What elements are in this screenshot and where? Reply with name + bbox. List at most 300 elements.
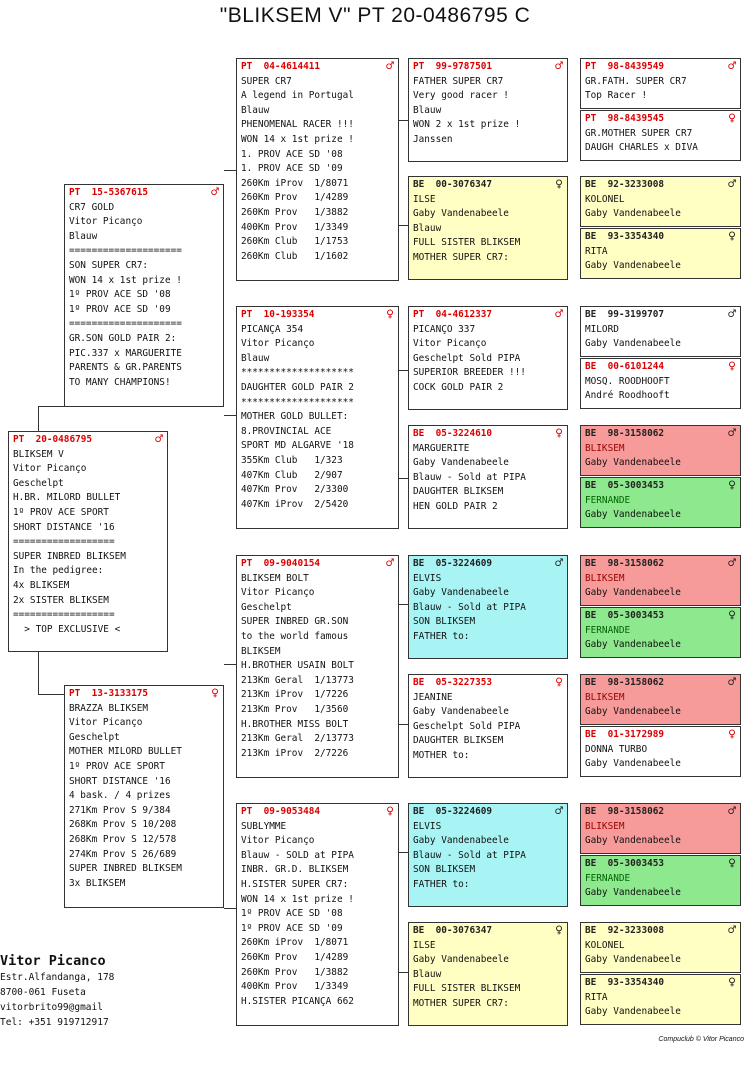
card-line: MILORD bbox=[585, 323, 619, 335]
male-symbol-icon: ♂ bbox=[728, 675, 736, 690]
card-line: FATHER to: bbox=[413, 630, 470, 642]
card-line: Vitor Picanço bbox=[69, 216, 143, 228]
card-line: 268Km Prov S 10/208 bbox=[69, 819, 177, 831]
card-line: 213Km Geral 1/13773 bbox=[241, 674, 354, 686]
card-header bbox=[413, 676, 563, 691]
card-header bbox=[585, 609, 736, 624]
page-title: "BLIKSEM V" PT 20-0486795 C bbox=[219, 4, 531, 27]
ring-number: PT 98-8439545 bbox=[585, 113, 665, 124]
card-line: Janssen bbox=[413, 133, 453, 145]
ring-number: BE 00-3076347 bbox=[413, 179, 493, 190]
card-line: DAUGH CHARLES x DIVA bbox=[585, 142, 698, 154]
card-line: WON 14 x 1st prize ! bbox=[241, 893, 354, 905]
card-line: BLIKSEM bbox=[585, 691, 625, 703]
card-line: PICANÇO 337 bbox=[413, 323, 476, 335]
ring-number: BE 98-3158062 bbox=[585, 428, 665, 439]
card-line: Gaby Vandenabeele bbox=[585, 587, 681, 599]
card-header bbox=[585, 805, 736, 820]
female-symbol-icon: ♀ bbox=[386, 804, 394, 819]
card-line: Gaby Vandenabeele bbox=[585, 208, 681, 220]
pedigree-card bbox=[236, 555, 399, 778]
male-symbol-icon: ♂ bbox=[728, 177, 736, 192]
card-line: FATHER SUPER CR7 bbox=[413, 75, 504, 87]
ring-number: BE 93-3354340 bbox=[585, 231, 665, 242]
card-line: 260Km Prov 1/4289 bbox=[241, 951, 349, 963]
connector-line bbox=[224, 908, 236, 909]
card-line: 260Km Prov 1/3882 bbox=[241, 966, 349, 978]
card-line: BLIKSEM V bbox=[13, 448, 64, 460]
card-header bbox=[585, 976, 736, 991]
male-symbol-icon: ♂ bbox=[155, 432, 163, 447]
card-line: 213Km iProv 2/7226 bbox=[241, 747, 349, 759]
card-header bbox=[413, 924, 563, 939]
card-line: ILSE bbox=[413, 939, 436, 951]
card-line: WON 14 x 1st prize ! bbox=[241, 133, 354, 145]
pedigree-card bbox=[580, 58, 741, 109]
card-line: Blauw bbox=[413, 104, 442, 116]
card-header bbox=[585, 308, 736, 323]
pedigree-card bbox=[580, 607, 741, 658]
card-line: MOTHER GOLD BULLET: bbox=[241, 411, 349, 423]
female-symbol-icon: ♀ bbox=[555, 426, 563, 441]
card-line: Gaby Vandenabeele bbox=[585, 835, 681, 847]
card-header bbox=[585, 676, 736, 691]
card-line: BLIKSEM BOLT bbox=[241, 572, 309, 584]
card-line: Gaby Vandenabeele bbox=[585, 639, 681, 651]
card-line: WON 2 x 1st prize ! bbox=[413, 119, 521, 131]
ring-number: BE 00-6101244 bbox=[585, 361, 665, 372]
pedigree-card bbox=[580, 555, 741, 606]
card-line: FATHER to: bbox=[413, 878, 470, 890]
card-line: In the pedigree: bbox=[13, 565, 104, 577]
female-symbol-icon: ♀ bbox=[728, 229, 736, 244]
card-line: 213Km Geral 2/13773 bbox=[241, 733, 354, 745]
male-symbol-icon: ♂ bbox=[555, 804, 563, 819]
female-symbol-icon: ♀ bbox=[728, 111, 736, 126]
ring-number: PT 15-5367615 bbox=[69, 187, 149, 198]
card-line: BLIKSEM bbox=[585, 820, 625, 832]
card-line: PIC.337 x MARGUERITE bbox=[69, 347, 182, 359]
card-line: Vitor Picanço bbox=[241, 587, 315, 599]
card-header bbox=[585, 230, 736, 245]
breeder-city: 8700-061 Fuseta bbox=[0, 987, 86, 998]
pedigree-card bbox=[64, 184, 224, 407]
female-symbol-icon: ♀ bbox=[728, 359, 736, 374]
card-line: SON BLIKSEM bbox=[413, 864, 476, 876]
pedigree-card bbox=[408, 555, 568, 659]
pedigree-card bbox=[236, 58, 399, 281]
card-line: Blauw bbox=[241, 104, 270, 116]
card-line: Blauw bbox=[241, 352, 270, 364]
card-line: SUPER INBRED BLIKSEM bbox=[69, 863, 182, 875]
card-header bbox=[241, 557, 394, 572]
card-line: Vitor Picanço bbox=[241, 835, 315, 847]
card-line: 407Km Prov 2/3300 bbox=[241, 484, 349, 496]
card-line: 260Km Club 1/1753 bbox=[241, 236, 349, 248]
card-line: PICANÇA 354 bbox=[241, 323, 304, 335]
ring-number: BE 05-3224609 bbox=[413, 558, 493, 569]
card-header bbox=[413, 427, 563, 442]
copyright-note: Compuclub © Vitor Picanco bbox=[658, 1036, 744, 1043]
card-line: André Roodhooft bbox=[585, 390, 670, 402]
card-line: FULL SISTER BLIKSEM bbox=[413, 983, 521, 995]
card-line: ******************** bbox=[241, 396, 354, 408]
card-line: Gaby Vandenabeele bbox=[413, 835, 509, 847]
ring-number: BE 05-3003453 bbox=[585, 480, 665, 491]
card-line: A legend in Portugal bbox=[241, 90, 354, 102]
card-line: ******************** bbox=[241, 367, 354, 379]
card-line: HEN GOLD PAIR 2 bbox=[413, 500, 498, 512]
pedigree-card bbox=[580, 425, 741, 476]
ring-number: PT 20-0486795 bbox=[13, 434, 93, 445]
card-line: Blauw - Sold at PIPA bbox=[413, 849, 526, 861]
card-line: Geschelpt bbox=[241, 601, 292, 613]
female-symbol-icon: ♀ bbox=[555, 923, 563, 938]
card-line: SUPER INBRED GR.SON bbox=[241, 616, 349, 628]
card-line: H.SISTER PICANÇA 662 bbox=[241, 995, 354, 1007]
pedigree-card bbox=[580, 726, 741, 777]
female-symbol-icon: ♀ bbox=[728, 975, 736, 990]
card-line: Gaby Vandenabeele bbox=[585, 954, 681, 966]
card-line: Gaby Vandenabeele bbox=[413, 587, 509, 599]
ring-number: BE 98-3158062 bbox=[585, 558, 665, 569]
card-line: 260Km iProv 1/8071 bbox=[241, 177, 349, 189]
card-line: Blauw bbox=[69, 230, 98, 242]
breeder-phone: Tel: +351 919712917 bbox=[0, 1017, 109, 1028]
card-line: 1. PROV ACE SD '08 bbox=[241, 148, 343, 160]
ring-number: PT 04-4612337 bbox=[413, 309, 493, 320]
pedigree-card bbox=[408, 922, 568, 1026]
card-line: 1º PROV ACE SD '08 bbox=[241, 908, 343, 920]
card-line: GR.MOTHER SUPER CR7 bbox=[585, 127, 693, 139]
card-line: SUBLYMME bbox=[241, 820, 287, 832]
card-line: 260Km iProv 1/8071 bbox=[241, 937, 349, 949]
card-line: 4 bask. / 4 prizes bbox=[69, 790, 171, 802]
card-line: ==================== bbox=[69, 318, 182, 330]
pedigree-card bbox=[236, 306, 399, 529]
card-header bbox=[585, 728, 736, 743]
card-header bbox=[413, 178, 563, 193]
card-line: MOTHER MILORD BULLET bbox=[69, 746, 182, 758]
card-line: BLIKSEM bbox=[585, 442, 625, 454]
card-header bbox=[241, 60, 394, 75]
card-line: SUPERIOR BREEDER !!! bbox=[413, 367, 526, 379]
ring-number: BE 05-3003453 bbox=[585, 858, 665, 869]
card-line: Blauw - SOLD at PIPA bbox=[241, 849, 354, 861]
card-line: 2x SISTER BLIKSEM bbox=[13, 594, 109, 606]
card-line: WON 14 x 1st prize ! bbox=[69, 274, 182, 286]
ring-number: PT 04-4614411 bbox=[241, 61, 321, 72]
card-line: 400Km Prov 1/3349 bbox=[241, 221, 349, 233]
ring-number: BE 05-3003453 bbox=[585, 610, 665, 621]
pedigree-card bbox=[580, 922, 741, 973]
card-line: H.SISTER SUPER CR7: bbox=[241, 878, 349, 890]
card-line: ELVIS bbox=[413, 820, 442, 832]
card-line: 4x BLIKSEM bbox=[13, 579, 70, 591]
pedigree-card bbox=[580, 477, 741, 528]
card-line: CR7 GOLD bbox=[69, 201, 115, 213]
card-line: MOTHER SUPER CR7: bbox=[413, 251, 509, 263]
card-line: KOLONEL bbox=[585, 939, 625, 951]
pedigree-card bbox=[408, 425, 568, 529]
card-line: 1º PROV ACE SD '09 bbox=[69, 303, 171, 315]
card-line: SUPER CR7 bbox=[241, 75, 292, 87]
card-line: Geschelpt Sold PIPA bbox=[413, 720, 521, 732]
male-symbol-icon: ♂ bbox=[555, 59, 563, 74]
card-line: Very good racer ! bbox=[413, 90, 509, 102]
card-line: GR.SON GOLD PAIR 2: bbox=[69, 332, 177, 344]
card-line: H.BROTHER MISS BOLT bbox=[241, 718, 349, 730]
card-line: MARGUERITE bbox=[413, 442, 470, 454]
male-symbol-icon: ♂ bbox=[211, 185, 219, 200]
card-line: Gaby Vandenabeele bbox=[413, 706, 509, 718]
card-header bbox=[413, 308, 563, 323]
card-header bbox=[413, 557, 563, 572]
card-line: MOTHER SUPER CR7: bbox=[413, 997, 509, 1009]
card-line: ILSE bbox=[413, 193, 436, 205]
card-line: 274Km Prov S 26/689 bbox=[69, 848, 177, 860]
card-line: TO MANY CHAMPIONS! bbox=[69, 376, 171, 388]
female-symbol-icon: ♀ bbox=[386, 307, 394, 322]
card-line: FERNANDE bbox=[585, 872, 631, 884]
card-line: 1. PROV ACE SD '09 bbox=[241, 163, 343, 175]
card-line: Vitor Picanço bbox=[69, 717, 143, 729]
card-line: Blauw - Sold at PIPA bbox=[413, 601, 526, 613]
card-header bbox=[585, 857, 736, 872]
ring-number: BE 93-3354340 bbox=[585, 977, 665, 988]
card-line: Vitor Picanço bbox=[413, 338, 487, 350]
connector-line bbox=[38, 406, 39, 432]
card-line: Geschelpt bbox=[69, 731, 120, 743]
card-header bbox=[585, 479, 736, 494]
card-line: 1º PROV ACE SD '08 bbox=[69, 289, 171, 301]
female-symbol-icon: ♀ bbox=[555, 177, 563, 192]
card-line: PARENTS & GR.PARENTS bbox=[69, 362, 182, 374]
card-line: FERNANDE bbox=[585, 494, 631, 506]
card-line: to the world famous bbox=[241, 630, 349, 642]
ring-number: BE 98-3158062 bbox=[585, 677, 665, 688]
female-symbol-icon: ♀ bbox=[728, 478, 736, 493]
card-line: BLIKSEM bbox=[241, 645, 281, 657]
card-header bbox=[585, 60, 736, 75]
female-symbol-icon: ♀ bbox=[728, 856, 736, 871]
card-line: Blauw - Sold at PIPA bbox=[413, 471, 526, 483]
card-line: Gaby Vandenabeele bbox=[585, 1006, 681, 1018]
card-line: 355Km Club 1/323 bbox=[241, 454, 343, 466]
ring-number: BE 05-3227353 bbox=[413, 677, 493, 688]
ring-number: BE 05-3224609 bbox=[413, 806, 493, 817]
breeder-name: Vitor Picanco bbox=[0, 953, 106, 969]
card-line: MOSQ. ROODHOOFT bbox=[585, 375, 670, 387]
card-header bbox=[585, 557, 736, 572]
card-line: SHORT DISTANCE '16 bbox=[69, 775, 171, 787]
ring-number: BE 92-3233008 bbox=[585, 179, 665, 190]
card-line: GR.FATH. SUPER CR7 bbox=[585, 75, 687, 87]
card-header bbox=[69, 687, 219, 702]
card-line: > TOP EXCLUSIVE < bbox=[13, 623, 121, 635]
card-line: Geschelpt Sold PIPA bbox=[413, 352, 521, 364]
card-line: KOLONEL bbox=[585, 193, 625, 205]
male-symbol-icon: ♂ bbox=[728, 59, 736, 74]
card-line: SON BLIKSEM bbox=[413, 616, 476, 628]
card-line: 268Km Prov S 12/578 bbox=[69, 833, 177, 845]
card-line: DAUGHTER BLIKSEM bbox=[413, 735, 504, 747]
card-line: SUPER INBRED BLIKSEM bbox=[13, 550, 126, 562]
pedigree-card bbox=[580, 674, 741, 725]
card-line: Vitor Picanço bbox=[241, 338, 315, 350]
card-line: SHORT DISTANCE '16 bbox=[13, 521, 115, 533]
card-line: 271Km Prov S 9/384 bbox=[69, 804, 171, 816]
male-symbol-icon: ♂ bbox=[728, 426, 736, 441]
card-line: ELVIS bbox=[413, 572, 442, 584]
card-line: ================== bbox=[13, 609, 115, 621]
card-line: Gaby Vandenabeele bbox=[413, 954, 509, 966]
card-line: SON SUPER CR7: bbox=[69, 259, 149, 271]
connector-line bbox=[38, 652, 39, 694]
pedigree-card bbox=[408, 58, 568, 162]
card-line: SPORT MD ALGARVE '18 bbox=[241, 440, 354, 452]
card-line: PHENOMENAL RACER !!! bbox=[241, 119, 354, 131]
pedigree-card bbox=[64, 685, 224, 908]
card-line: RITA bbox=[585, 245, 608, 257]
ring-number: BE 00-3076347 bbox=[413, 925, 493, 936]
card-line: 213Km Prov 1/3560 bbox=[241, 703, 349, 715]
connector-line bbox=[224, 170, 236, 171]
card-line: COCK GOLD PAIR 2 bbox=[413, 381, 504, 393]
card-line: Gaby Vandenabeele bbox=[585, 758, 681, 770]
card-line: DONNA TURBO bbox=[585, 743, 648, 755]
card-header bbox=[413, 60, 563, 75]
card-line: H.BROTHER USAIN BOLT bbox=[241, 660, 354, 672]
card-line: BRAZZA BLIKSEM bbox=[69, 702, 149, 714]
male-symbol-icon: ♂ bbox=[386, 59, 394, 74]
card-line: Gaby Vandenabeele bbox=[413, 208, 509, 220]
ring-number: BE 99-3199707 bbox=[585, 309, 665, 320]
card-line: FULL SISTER BLIKSEM bbox=[413, 237, 521, 249]
ring-number: BE 05-3224610 bbox=[413, 428, 493, 439]
male-symbol-icon: ♂ bbox=[728, 804, 736, 819]
ring-number: BE 92-3233008 bbox=[585, 925, 665, 936]
card-line: Gaby Vandenabeele bbox=[413, 457, 509, 469]
pedigree-card bbox=[580, 228, 741, 279]
pedigree-card bbox=[408, 803, 568, 907]
pedigree-card bbox=[580, 974, 741, 1025]
male-symbol-icon: ♂ bbox=[728, 556, 736, 571]
card-line: 1º PROV ACE SPORT bbox=[13, 506, 109, 518]
ring-number: PT 09-9053484 bbox=[241, 806, 321, 817]
pedigree-card bbox=[580, 358, 741, 409]
male-symbol-icon: ♂ bbox=[728, 307, 736, 322]
male-symbol-icon: ♂ bbox=[728, 923, 736, 938]
card-header bbox=[585, 178, 736, 193]
card-header bbox=[585, 360, 736, 375]
card-line: Blauw bbox=[413, 968, 442, 980]
female-symbol-icon: ♀ bbox=[728, 727, 736, 742]
card-line: Gaby Vandenabeele bbox=[585, 260, 681, 272]
pedigree-card bbox=[408, 674, 568, 778]
card-line: 3x BLIKSEM bbox=[69, 877, 126, 889]
card-line: 260Km Prov 1/3882 bbox=[241, 206, 349, 218]
card-line: 260Km Club 1/1602 bbox=[241, 250, 349, 262]
card-header bbox=[13, 433, 163, 448]
ring-number: PT 99-9787501 bbox=[413, 61, 493, 72]
card-line: BLIKSEM bbox=[585, 572, 625, 584]
card-line: Geschelpt bbox=[13, 477, 64, 489]
pedigree-card bbox=[580, 803, 741, 854]
pedigree-card bbox=[408, 176, 568, 280]
breeder-info bbox=[0, 952, 114, 1030]
card-line: Gaby Vandenabeele bbox=[585, 457, 681, 469]
connector-line bbox=[224, 664, 236, 665]
card-line: Blauw bbox=[413, 222, 442, 234]
card-header bbox=[69, 186, 219, 201]
card-line: 1º PROV ACE SPORT bbox=[69, 760, 165, 772]
card-line: 8.PROVINCIAL ACE bbox=[241, 425, 332, 437]
card-line: 1º PROV ACE SD '09 bbox=[241, 922, 343, 934]
card-line: Gaby Vandenabeele bbox=[585, 706, 681, 718]
ring-number: PT 10-193354 bbox=[241, 309, 315, 320]
card-line: RITA bbox=[585, 991, 608, 1003]
card-line: INBR. GR.D. BLIKSEM bbox=[241, 864, 349, 876]
card-line: FERNANDE bbox=[585, 624, 631, 636]
card-line: 400Km Prov 1/3349 bbox=[241, 981, 349, 993]
card-line: Gaby Vandenabeele bbox=[585, 509, 681, 521]
connector-line bbox=[224, 415, 236, 416]
male-symbol-icon: ♂ bbox=[555, 556, 563, 571]
card-line: Top Racer ! bbox=[585, 90, 648, 102]
card-header bbox=[585, 112, 736, 127]
card-line: 407Km Club 2/907 bbox=[241, 469, 343, 481]
card-line: 213Km iProv 1/7226 bbox=[241, 689, 349, 701]
pedigree-card bbox=[580, 306, 741, 357]
male-symbol-icon: ♂ bbox=[555, 307, 563, 322]
card-line: 407Km iProv 2/5420 bbox=[241, 498, 349, 510]
ring-number: BE 01-3172989 bbox=[585, 729, 665, 740]
female-symbol-icon: ♀ bbox=[211, 686, 219, 701]
card-header bbox=[241, 805, 394, 820]
female-symbol-icon: ♀ bbox=[555, 675, 563, 690]
pedigree-card bbox=[580, 176, 741, 227]
card-header bbox=[241, 308, 394, 323]
ring-number: BE 98-3158062 bbox=[585, 806, 665, 817]
card-line: Gaby Vandenabeele bbox=[585, 338, 681, 350]
card-line: DAUGHTER GOLD PAIR 2 bbox=[241, 381, 354, 393]
connector-line bbox=[38, 694, 65, 695]
card-line: H.BR. MILORD BULLET bbox=[13, 492, 121, 504]
ring-number: PT 09-9040154 bbox=[241, 558, 321, 569]
pedigree-card bbox=[580, 855, 741, 906]
card-line: JEANINE bbox=[413, 691, 453, 703]
card-line: MOTHER to: bbox=[413, 749, 470, 761]
card-line: Gaby Vandenabeele bbox=[585, 887, 681, 899]
breeder-address: Estr.Alfandanga, 178 bbox=[0, 972, 115, 983]
female-symbol-icon: ♀ bbox=[728, 608, 736, 623]
card-header bbox=[585, 427, 736, 442]
card-line: ================== bbox=[13, 536, 115, 548]
card-line: 260Km Prov 1/4289 bbox=[241, 192, 349, 204]
ring-number: PT 13-3133175 bbox=[69, 688, 149, 699]
pedigree-card bbox=[580, 110, 741, 161]
card-line: Vitor Picanço bbox=[13, 463, 87, 475]
card-header bbox=[585, 924, 736, 939]
card-header bbox=[413, 805, 563, 820]
connector-line bbox=[38, 406, 65, 407]
pedigree-card bbox=[408, 306, 568, 410]
ring-number: PT 98-8439549 bbox=[585, 61, 665, 72]
pedigree-card bbox=[236, 803, 399, 1026]
card-line: DAUGHTER BLIKSEM bbox=[413, 486, 504, 498]
breeder-email: vitorbrito99@gmail bbox=[0, 1002, 103, 1013]
